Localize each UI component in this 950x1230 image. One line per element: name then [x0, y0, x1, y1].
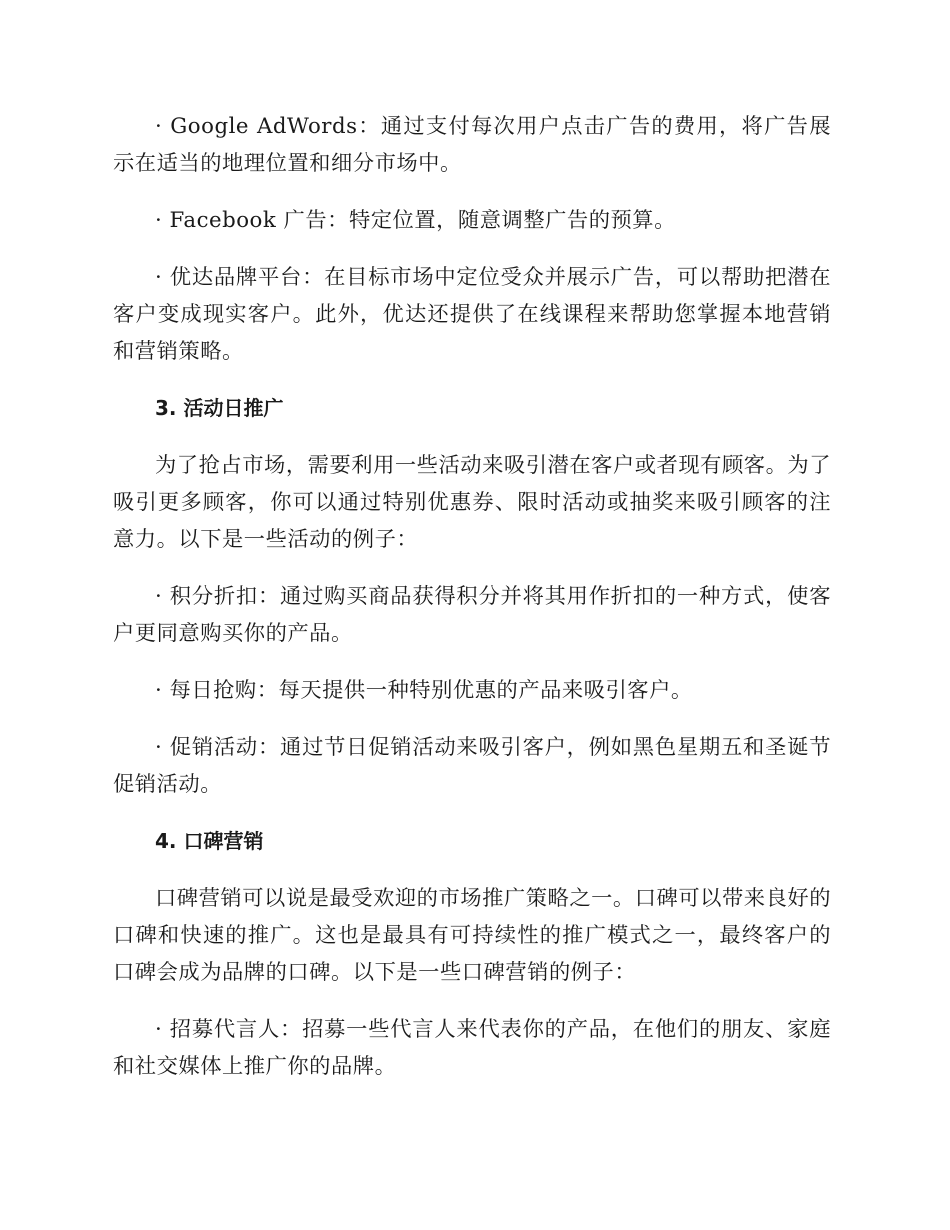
- bullet-google-adwords: · Google AdWords：通过支付每次用户点击广告的费用，将广告展示在适当的地理位置和细分市场中。: [113, 114, 831, 176]
- document-page: [113, 108, 831, 1085]
- paragraph-event-intro: 为了抢占市场，需要利用一些活动来吸引潜在客户或者现有顾客。为了吸引更多顾客，你可以通过特别优惠券、限时活动或抽奖来吸引顾客的注意力。以下是一些活动的例子：: [113, 453, 831, 552]
- bullet-promotion-events: · 促销活动：通过节日促销活动来吸引客户，例如黑色星期五和圣诞节促销活动。: [113, 735, 831, 797]
- bullet-youda-platform: · 优达品牌平台：在目标市场中定位受众并展示广告，可以帮助把潜在客户变成现实客户。此外，优达还提供了在线课程来帮助您掌握本地营销和营销策略。: [113, 265, 831, 364]
- section-heading-event-promotion: 3. 活动日推广: [155, 396, 284, 420]
- bullet-recruit-ambassadors: · 招募代言人：招募一些代言人来代表你的产品，在他们的朋友、家庭和社交媒体上推广你的品牌。: [113, 1017, 831, 1079]
- bullet-daily-deal: · 每日抢购：每天提供一种特别优惠的产品来吸引客户。: [155, 678, 693, 703]
- bullet-facebook-ads: · Facebook 广告：特定位置，随意调整广告的预算。: [155, 208, 676, 233]
- section-heading-word-of-mouth: 4. 口碑营销: [155, 829, 264, 853]
- bullet-points-discount: · 积分折扣：通过购买商品获得积分并将其用作折扣的一种方式，使客户更同意购买你的产品。: [113, 584, 831, 646]
- paragraph-word-of-mouth-intro: 口碑营销可以说是最受欢迎的市场推广策略之一。口碑可以带来良好的口碑和快速的推广。这也是最具有可持续性的推广模式之一，最终客户的口碑会成为品牌的口碑。以下是一些口碑营销的例子：: [113, 886, 831, 985]
